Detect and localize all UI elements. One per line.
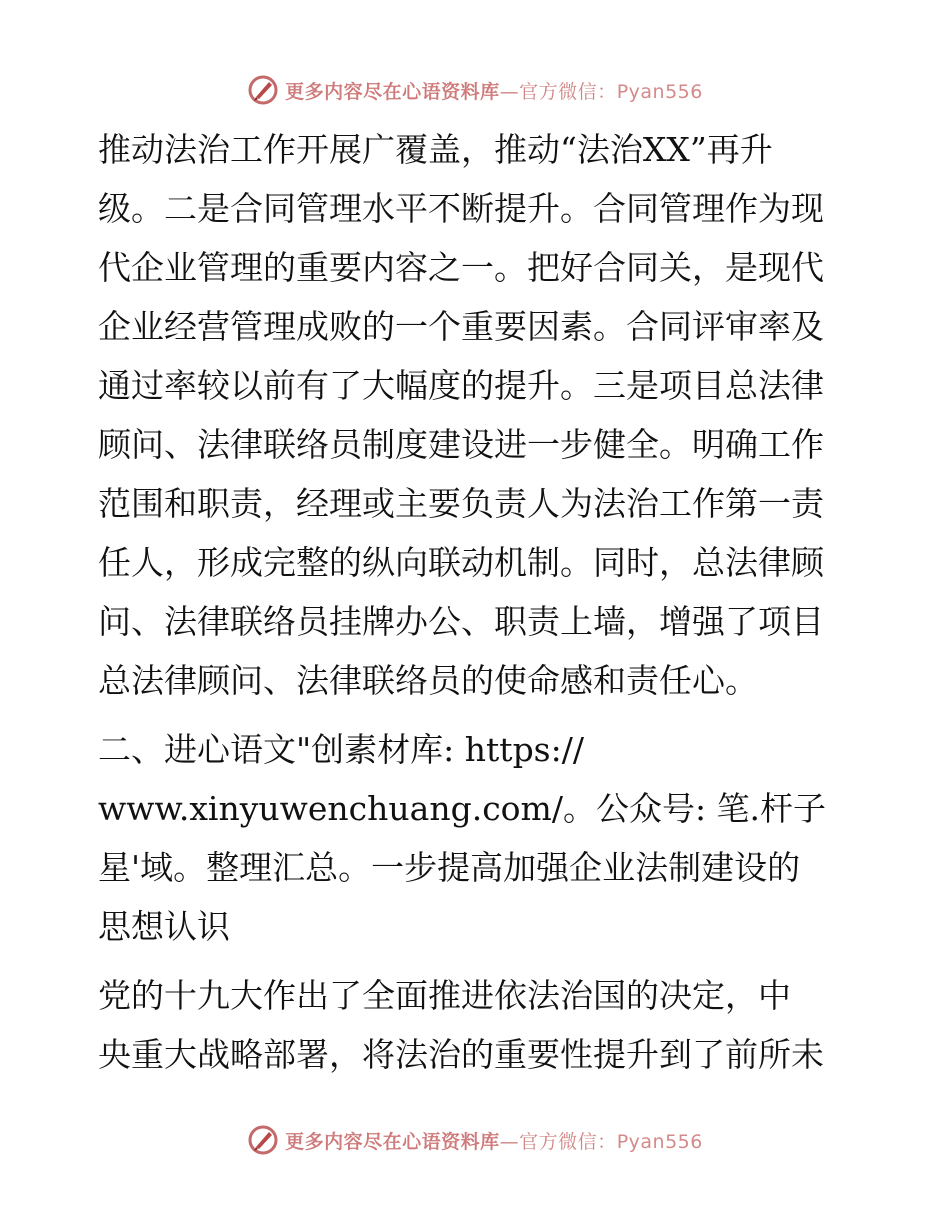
text-line: 问、法律联络员挂牌办公、职责上墙，增强了项目 — [98, 602, 824, 641]
text-line: 星'域。整理汇总。一步提高加强企业法制建设的 — [98, 848, 801, 887]
paragraph-gap — [98, 956, 858, 966]
text-line: 总法律顾问、法律联络员的使命感和责任心。 — [98, 661, 758, 700]
text-line: 党的十九大作出了全面推进依法治国的决定，中 — [98, 976, 791, 1015]
text-line: 思想认识 — [98, 907, 230, 946]
document-body — [98, 120, 858, 1084]
text-line: 代企业管理的重要内容之一。把好合同关，是现代 — [98, 248, 824, 287]
watermark-main: 更多内容尽在心语资料库 — [285, 80, 500, 103]
watermark-id: Pyan556 — [616, 80, 703, 103]
watermark-main: 更多内容尽在心语资料库 — [285, 1130, 500, 1153]
watermark-sub: 官方微信： — [519, 1130, 617, 1153]
text-line: 企业经营管理成败的一个重要因素。合同评审率及 — [98, 307, 824, 346]
header-watermark — [0, 70, 950, 110]
text-line: 推动法治工作开展广覆盖，推动“法治XX”再升 — [98, 130, 773, 169]
paragraph-2 — [98, 720, 858, 956]
pen-logo-icon — [247, 74, 279, 106]
paragraph-3 — [98, 966, 858, 1084]
watermark-id: Pyan556 — [616, 1130, 703, 1153]
text-line: www.xinyuwenchuang.com/。公众号: 笔.杆子 — [98, 789, 827, 828]
paragraph-1 — [98, 120, 858, 710]
watermark-text — [285, 1127, 703, 1154]
watermark-dash: — — [499, 1130, 520, 1153]
text-line: 二、进心语文"创素材库: https:// — [98, 730, 584, 769]
text-line: 顾问、法律联络员制度建设进一步健全。明确工作 — [98, 425, 824, 464]
footer-watermark — [0, 1120, 950, 1160]
watermark-dash: — — [499, 80, 520, 103]
watermark-text — [285, 77, 703, 104]
watermark-sub: 官方微信： — [519, 80, 617, 103]
text-line: 央重大战略部署，将法治的重要性提升到了前所未 — [98, 1035, 824, 1074]
text-line: 任人，形成完整的纵向联动机制。同时，总法律顾 — [98, 543, 824, 582]
text-line: 范围和职责，经理或主要负责人为法治工作第一责 — [98, 484, 824, 523]
text-line: 通过率较以前有了大幅度的提升。三是项目总法律 — [98, 366, 824, 405]
pen-logo-icon — [247, 1124, 279, 1156]
paragraph-gap — [98, 710, 858, 720]
text-line: 级。二是合同管理水平不断提升。合同管理作为现 — [98, 189, 824, 228]
